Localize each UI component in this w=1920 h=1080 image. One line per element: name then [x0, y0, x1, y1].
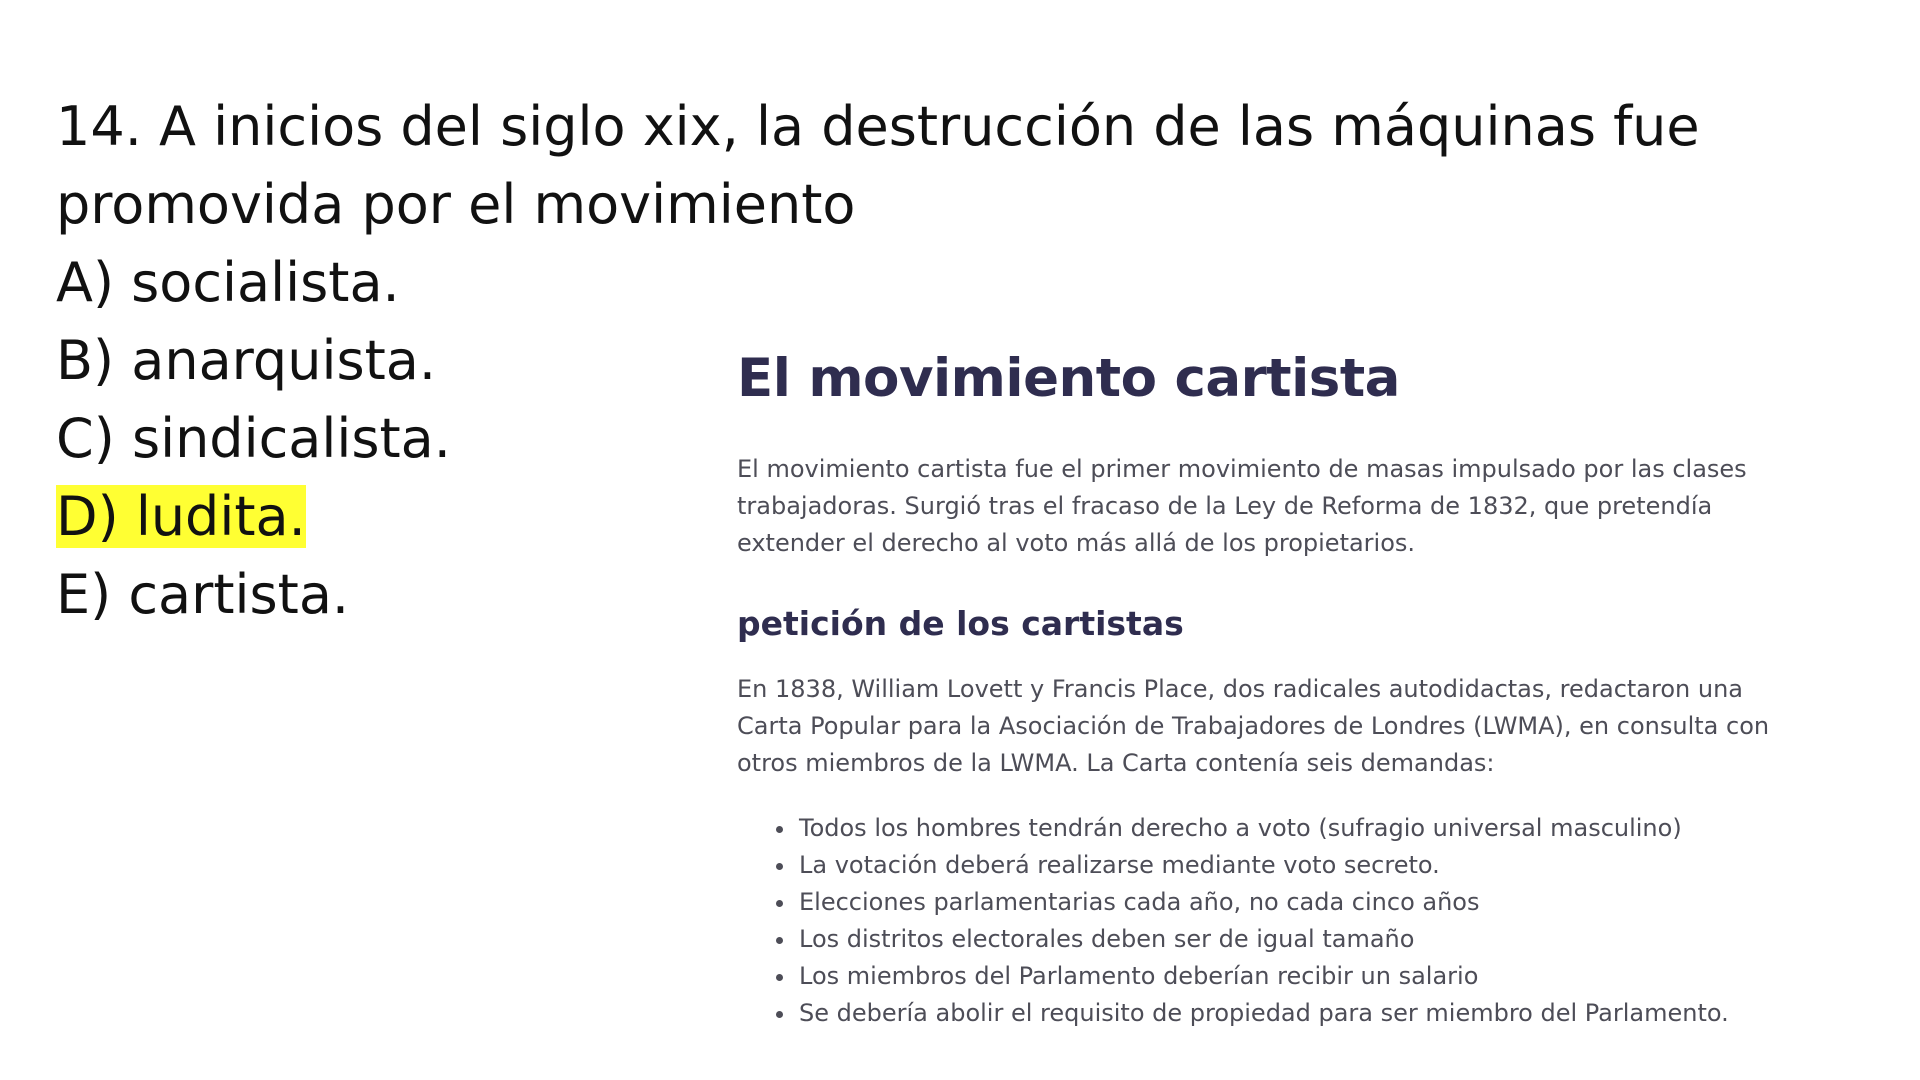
- option-e-label: E) cartista.: [56, 563, 350, 626]
- option-c-label: C) sindicalista.: [56, 407, 451, 470]
- list-item: • Elecciones parlamentarias cada año, no cada cinco años: [797, 884, 1797, 921]
- demands-list: [737, 810, 1797, 1032]
- article-subtitle: petición de los cartistas: [737, 604, 1184, 643]
- article-intro: El movimiento cartista fue el primer movimiento de masas impulsado por las clases trabajadoras. Surgió tras el fracaso de la Ley de Reforma de 1832, que pretendía extender el derecho al voto más allá de los propietarios.: [737, 455, 1747, 557]
- list-item: • Los miembros del Parlamento deberían recibir un salario: [797, 958, 1797, 995]
- article-title: El movimiento cartista: [737, 348, 1400, 409]
- list-item: • Todos los hombres tendrán derecho a voto (sufragio universal masculino): [797, 810, 1797, 847]
- article-excerpt: [737, 348, 1797, 1032]
- list-item: • Se debería abolir el requisito de propiedad para ser miembro del Parlamento.: [797, 995, 1797, 1032]
- option-d-label: D) ludita.: [56, 485, 306, 548]
- question-text: 14. A inicios del siglo xix, la destrucción de las máquinas fue promovida por el movimiento: [56, 95, 1700, 236]
- option-a: [56, 244, 1716, 322]
- list-item: • Los distritos electorales deben ser de igual tamaño: [797, 921, 1797, 958]
- option-b-label: B) anarquista.: [56, 329, 437, 392]
- option-a-label: A) socialista.: [56, 251, 400, 314]
- article-body: En 1838, William Lovett y Francis Place, dos radicales autodidactas, redactaron una Carta Popular para la Asociación de Trabajadores de Londres (LWMA), en consulta con otros miembros de la LWMA. La Carta contenía seis demandas:: [737, 675, 1770, 777]
- list-item: • La votación deberá realizarse mediante voto secreto.: [797, 847, 1797, 884]
